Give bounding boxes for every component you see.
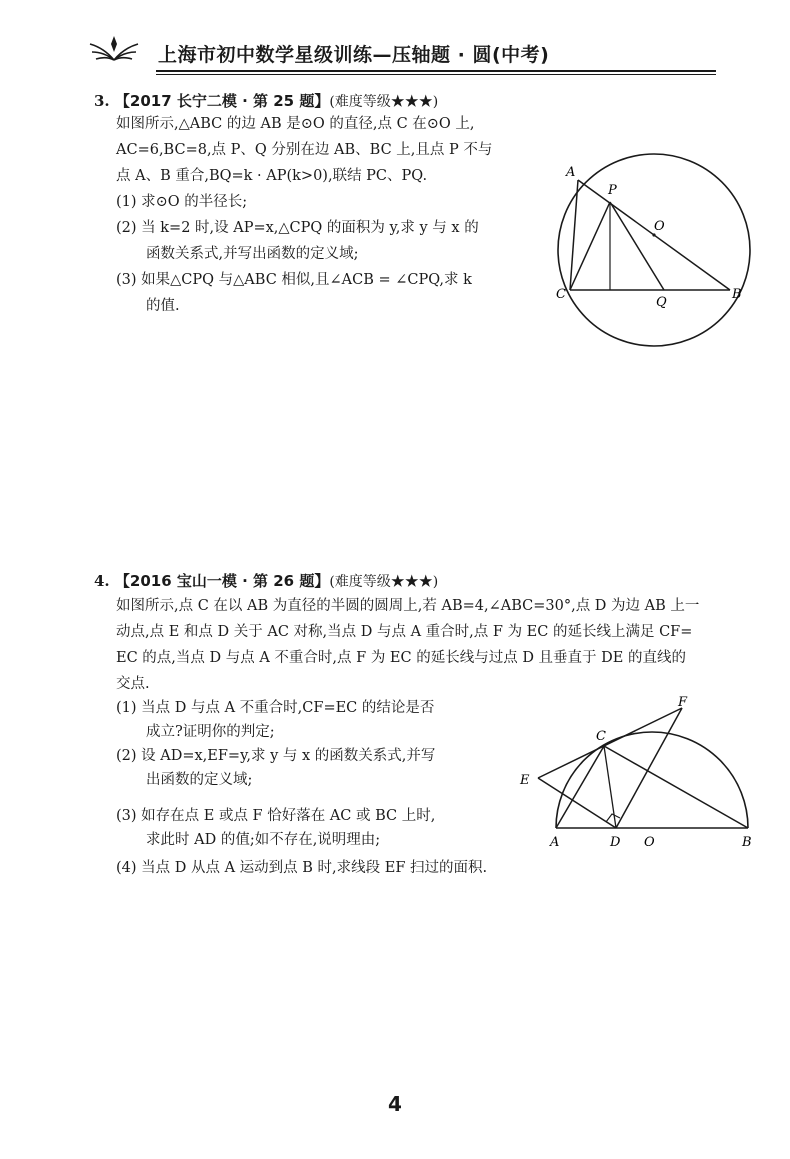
difficulty-rating: (难度等级★★★)	[329, 574, 439, 590]
label-e: E	[520, 773, 530, 788]
problem-4-line: (3) 如存在点 E 或点 F 恰好落在 AC 或 BC 上时,	[116, 808, 436, 824]
problem-source: 【2017 长宁二模 · 第 25 题】	[114, 92, 330, 110]
circle-triangle-figure	[548, 150, 758, 350]
right-angle-mark	[606, 814, 620, 822]
label-c: C	[556, 287, 566, 302]
problem-3-line: AC=6,BC=8,点 P、Q 分别在边 AB、BC 上,且点 P 不与	[116, 142, 493, 158]
semicircle-figure	[510, 694, 760, 854]
label-a: A	[566, 165, 576, 180]
header-title: 上海市初中数学星级训练—压轴题 · 圆(中考)	[158, 44, 550, 66]
label-b: B	[742, 835, 752, 850]
label-d: D	[610, 835, 621, 850]
problem-4-line: 如图所示,点 C 在以 AB 为直径的半圆的圆周上,若 AB=4,∠ABC=30°,点 D 为边 AB 上一	[116, 598, 700, 614]
problem-4-line: 求此时 AD 的值;如不存在,说明理由;	[146, 832, 381, 848]
segment-pq	[610, 202, 664, 290]
label-o: O	[644, 835, 655, 850]
problem-3-line: (1) 求⊙O 的半径长;	[116, 194, 248, 210]
problem-3-line: (3) 如果△CPQ 与△ABC 相似,且∠ACB = ∠CPQ,求 k	[116, 272, 472, 288]
problem-3-line: 点 A、B 重合,BQ=k · AP(k>0),联结 PC、PQ.	[116, 168, 428, 184]
segment-ed	[538, 778, 616, 828]
segment-df	[616, 708, 682, 828]
book-logo-icon	[86, 30, 142, 70]
problem-number: 4.	[94, 572, 110, 590]
label-c: C	[596, 729, 606, 744]
label-o: O	[654, 219, 665, 234]
header-rule	[156, 70, 716, 72]
header-rule-thin	[156, 74, 716, 75]
problem-4-line: EC 的点,当点 D 与点 A 不重合时,点 F 为 EC 的延长线与过点 D 且垂直于 DE 的直线的	[116, 650, 686, 666]
label-q: Q	[656, 295, 667, 310]
problem-3-line: 的值.	[146, 298, 180, 314]
circle-o	[558, 154, 750, 346]
problem-3-line: (2) 当 k=2 时,设 AP=x,△CPQ 的面积为 y,求 y 与 x 的	[116, 220, 479, 236]
problem-3-line: 函数关系式,并写出函数的定义域;	[146, 246, 359, 262]
problem-4-line: (2) 设 AD=x,EF=y,求 y 与 x 的函数关系式,并写	[116, 748, 436, 764]
problem-4-line: 成立?证明你的判定;	[146, 724, 275, 740]
problem-number: 3.	[94, 92, 110, 110]
label-f: F	[678, 695, 688, 710]
page-number: 4	[388, 1092, 402, 1116]
problem-4-line: 动点,点 E 和点 D 关于 AC 对称,当点 D 与点 A 重合时,点 F 为 EC 的延长线上满足 CF=	[116, 624, 693, 640]
problem-3-heading	[94, 90, 438, 111]
label-b: B	[732, 287, 742, 302]
problem-4-line: 出函数的定义域;	[146, 772, 253, 788]
problem-4-heading	[94, 570, 438, 591]
difficulty-rating: (难度等级★★★)	[329, 94, 439, 110]
problem-4-line: (4) 当点 D 从点 A 运动到点 B 时,求线段 EF 扫过的面积.	[116, 860, 488, 876]
problem-4-line: 交点.	[116, 676, 150, 692]
segment-ef	[538, 708, 682, 778]
label-a: A	[550, 835, 560, 850]
label-p: P	[608, 183, 617, 198]
problem-3-line: 如图所示,△ABC 的边 AB 是⊙O 的直径,点 C 在⊙O 上,	[116, 116, 475, 132]
page-header	[86, 30, 706, 76]
problem-source: 【2016 宝山一模 · 第 26 题】	[114, 572, 330, 590]
problem-4-line: (1) 当点 D 与点 A 不重合时,CF=EC 的结论是否	[116, 700, 435, 716]
segment-cb	[604, 746, 748, 828]
